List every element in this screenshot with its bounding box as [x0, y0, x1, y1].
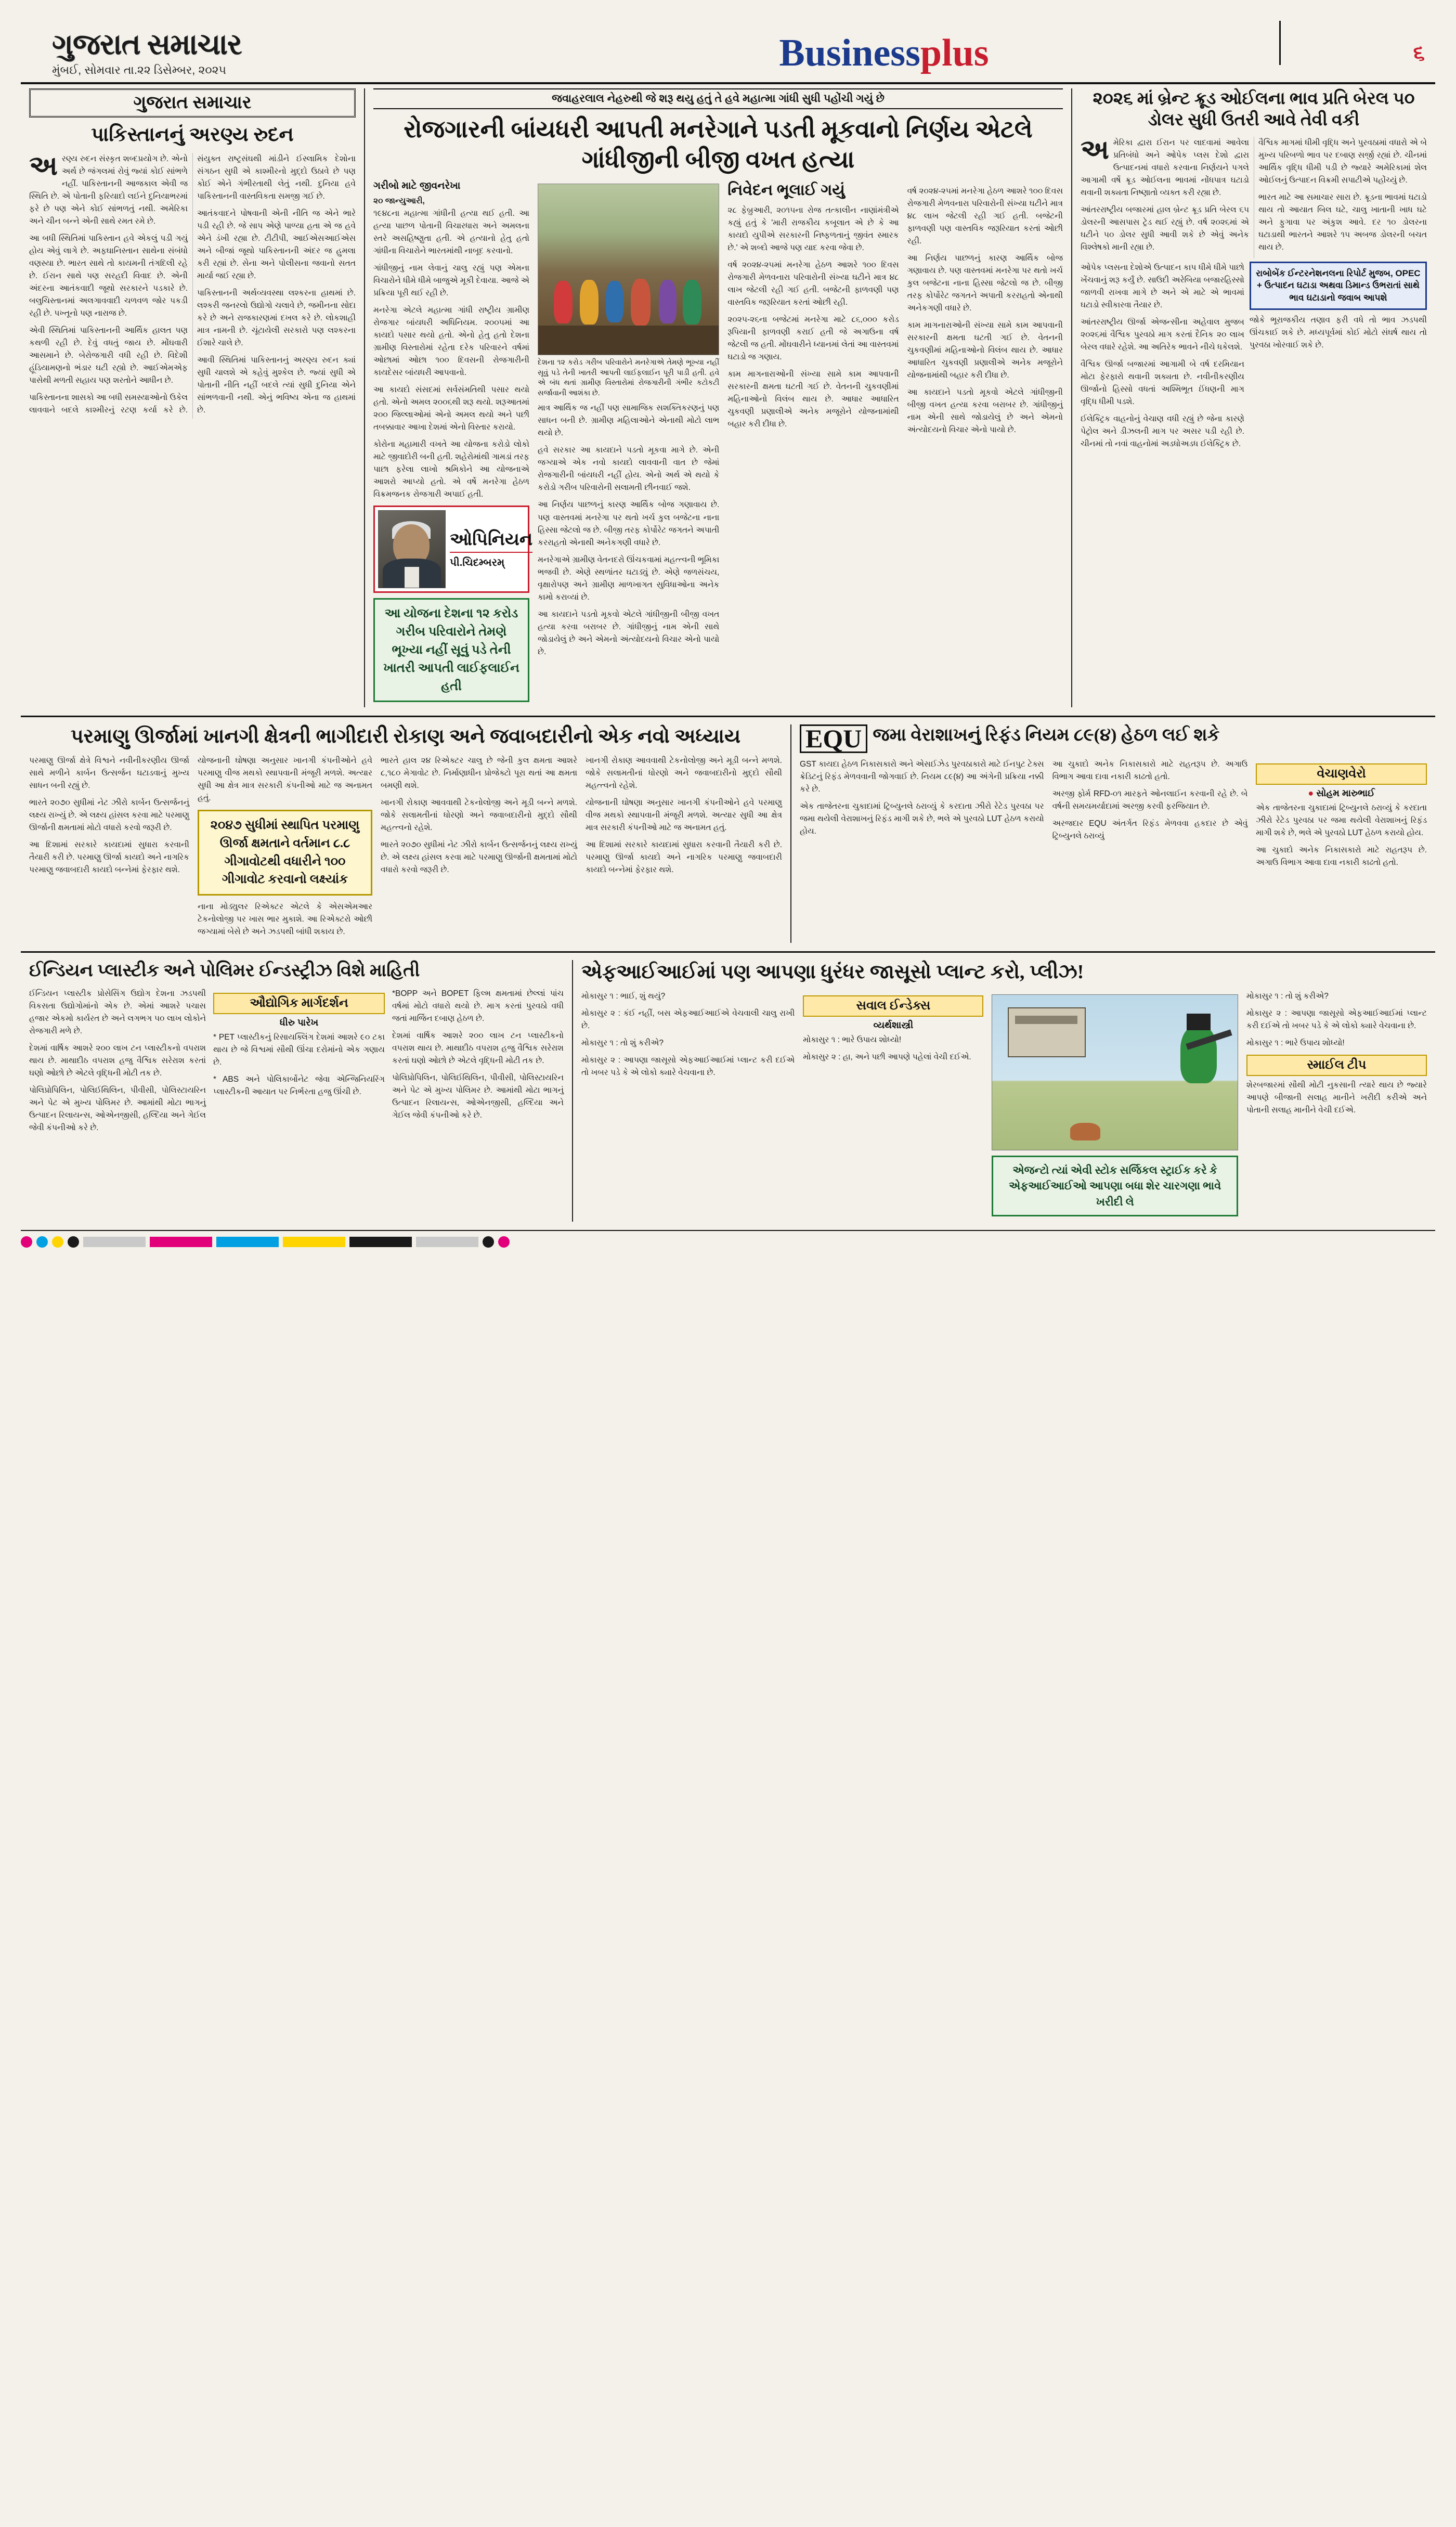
smile-tip-text	[1246, 1079, 1427, 1117]
page-number: ૬	[1279, 21, 1435, 65]
byline: ૨૦ જાન્યુઆરી,	[373, 197, 425, 205]
crude-lower-right-text	[1250, 314, 1427, 352]
paragraph: આંતરરાષ્ટ્રીય ઊર્જા એજન્સીના અહેવાલ મુજબ ૨૦૨૬માં વૈશ્વિક પુરવઠો માગ કરતાં દૈનિક ૨૦ લાખ બેરલ વધારે રહેશે. આ અતિરેક ભાવને નીચે ધકેલશે.	[1081, 317, 1244, 352]
paragraph: આ નિર્ણય પાછળનું કારણ આર્થિક બોજ ગણાવાય છે. પણ વાસ્તવમાં મનરેગા પર થતો ખર્ચ કુલ બજેટના નાના હિસ્સા જેટલો જ છે. બીજી તરફ કોર્પોરેટ જગતને અપાતી કરરાહતો એનાથી અનેકગણી વધારે છે.	[907, 254, 1063, 313]
paragraph: ૨૮ ફેબ્રુઆરી, ૨૦૧૫ના રોજ તત્કાલીન નાણાંમંત્રીએ કહ્યું હતું કે 'મારી રાજકીય કબૂલાત એ છે કે આ કાયદો યુપીએ સરકારની નિષ્ફળતાનું જીવંત સ્મારક છે.' એ શબ્દો આજે પણ યાદ કરવા જેવા છે.	[727, 205, 899, 252]
paragraph: એક તાજેતરના ચુકાદામાં ટ્રિબ્યુનલે ઠરાવ્યું કે કરદાતા ઝીરો રેટેડ પુરવઠા પર જમા થયેલી વેરાશાખનું રિફંડ માગી શકે છે, ભલે એ પુરવઠો LUT હેઠળ કરાયો હોય.	[1256, 804, 1427, 838]
headline-pakistan: પાકિસ્તાનનું અરણ્ય રુદન	[91, 124, 294, 146]
nuclear-boxcol-text2	[198, 901, 372, 938]
paragraph: કામ માગનારાઓની સંખ્યા સામે કામ આપવાની સરકારની ક્ષમતા ઘટતી ગઈ છે. વેતનની ચુકવણીમાં મહિનાઓનો વિલંબ થાય છે. આધાર આધારિત ચુકવણી પ્રણાલીએ અનેક મજૂરોને યોજનામાંથી બહાર કરી દીધા છે.	[727, 369, 899, 429]
mgnrega-col-a	[373, 180, 533, 707]
plastics-col2-text	[213, 1031, 385, 1098]
paragraph: ખાનગી રોકાણ આવવાથી ટેકનોલોજી અને મૂડી બન્ને મળશે. જોકે સલામતીનાં ધોરણો અને જવાબદારીનો મુદ્દો સૌથી મહત્ત્વનો રહેશે.	[381, 798, 577, 832]
paragraph: ખાનગી રોકાણ આવવાથી ટેકનોલોજી અને મૂડી બન્ને મળશે. જોકે સલામતીનાં ધોરણો અને જવાબદારીનો મુદ્દો સૌથી મહત્ત્વનો રહેશે.	[586, 756, 782, 790]
qa-answer: મોકાસુર ૨ : હા, અને પછી આપણે પહેલાં વેચી દઈએ.	[803, 1052, 971, 1061]
gst-sidecol-text	[1256, 802, 1427, 869]
headline-nuclear: પરમાણુ ઊર્જામાં ખાનગી ક્ષેત્રની ભાગીદારી રોકાણ અને જવાબદારીનો એક નવો અધ્યાય	[70, 725, 741, 748]
headline-gst: જમા વેરાશાખનું રિફંડ નિયમ ૮૯(૪) હેઠળ લઈ શકે	[873, 725, 1220, 745]
bottom-row	[21, 951, 1435, 1222]
print-registration-marks	[21, 1230, 1435, 1248]
fii-col4	[1246, 990, 1427, 1222]
paragraph: GST કાયદા હેઠળ નિકાસકારો અને એસઈઝેડ પુરવઠાકારો માટે ઈનપુટ ટેક્સ ક્રેડિટનું રિફંડ મેળવવાની જોગવાઈ છે. નિયમ ૮૯(૪) આ અંગેની પ્રક્રિયા નક્કી કરે છે.	[800, 760, 1044, 794]
section-title-business: Business	[779, 32, 920, 74]
paragraph: કામ માગનારાઓની સંખ્યા સામે કામ આપવાની સરકારની ક્ષમતા ઘટતી ગઈ છે. વેતનની ચુકવણીમાં મહિનાઓનો વિલંબ થાય છે. આધાર આધારિત ચુકવણી પ્રણાલીએ અનેક મજૂરોને યોજનામાંથી બહાર કરી દીધા છે.	[907, 321, 1063, 380]
paragraph: અરણ્ય રુદન સંસ્કૃત શબ્દપ્રયોગ છે. એનો અર્થ છે જંગલમાં રોવું જ્યાં કોઈ સાંભળે નહીં. પાકિસ્તાનની આજકાલ એવી જ સ્થિતિ છે. એ પોતાની ફરિયાદો લઈને દુનિયાભરમાં ફરે છે પણ એને કોઈ સાંભળતું નથી. અમેરિકા અને ચીન બન્ને એની સાથે રમત રમે છે.	[29, 151, 188, 226]
paragraph: ભારત માટે આ સમાચાર સારા છે. ક્રૂડના ભાવમાં ઘટાડો થાય તો આયાત બિલ ઘટે, ચાલુ ખાતાની ખાધ ઘટે અને ફુગાવા પર અંકુશ આવે. દર ૧૦ ડોલરના ઘટાડાથી ભારતને આશરે ૧૫ અબજ ડોલરની બચત થાય છે.	[1258, 192, 1427, 252]
paragraph: વર્ષ ૨૦૨૪-૨૫માં મનરેગા હેઠળ આશરે ૧૦૦ દિવસ રોજગારી મેળવનારા પરિવારોની સંખ્યા ઘટીને માત્ર ૪૮ લાખ જેટલી રહી ગઈ હતી. બજેટની ફાળવણી પણ વાસ્તવિક જરૂરિયાત કરતાં ઓછી રહી.	[727, 260, 899, 307]
paragraph: યોજનાની ઘોષણા અનુસાર ખાનગી કંપનીઓને હવે પરમાણુ વીજ મથકો સ્થાપવાની મંજૂરી મળશે. અત્યાર સુધી આ ક્ષેત્ર માત્ર સરકારી કંપનીઓ માટે જ અનામત હતું.	[198, 756, 372, 802]
newspaper-logo: ગુજરાત સમાચાર	[52, 29, 242, 61]
paragraph: ગાંધીજીનું નામ લેવાનું ચાલુ રહ્યું પણ એમના વિચારોને ધીમે ધીમે બાજુએ મૂકી દેવાયા. આજે એ પ્રક્રિયા પૂરી થઈ રહી છે.	[373, 264, 529, 298]
paragraph: વર્ષ ૨૦૨૪-૨૫માં મનરેગા હેઠળ આશરે ૧૦૦ દિવસ રોજગારી મેળવનારા પરિવારોની સંખ્યા ઘટીને માત્ર ૪૮ લાખ જેટલી રહી ગઈ હતી. બજેટની ફાળવણી પણ વાસ્તવિક જરૂરિયાત કરતાં ઓછી રહી.	[907, 187, 1063, 246]
mgnrega-body-c	[727, 204, 899, 431]
tax-column-head: વેચાણવેરો	[1256, 763, 1427, 785]
fii-box-head: સવાલ ઈન્ડેક્સ	[803, 995, 983, 1017]
cartoon-illustration	[992, 994, 1238, 1150]
tax-author-name: સોહમ મારુભાઈ	[1316, 788, 1375, 799]
nuclear-boxcol-text	[198, 755, 372, 805]
nuclear-body-3	[586, 755, 782, 943]
paragraph: આ ચુકાદો અનેક નિકાસકારો માટે રાહતરૂપ છે. અગાઉ વિભાગ આવા દાવા નકારી કાઢતો હતો.	[1256, 846, 1427, 867]
kicker-mgnrega: જવાહરલાલ નેહરુથી જે શરૂ થયુ હતું તે હવે મહાત્મા ગાંધી સુધી પહોંચી ગયું છે	[373, 88, 1063, 109]
paragraph: * ABS અને પોલિકાર્બોનેટ જેવા એન્જિનિયરિંગ પ્લાસ્ટીકની આયાત પર નિર્ભરતા હજુ ઊંચી છે.	[213, 1074, 385, 1096]
paragraph: દેશમાં વાર્ષિક આશરે ૨૦૦ લાખ ટન પ્લાસ્ટીકનો વપરાશ થાય છે. માથાદીઠ વપરાશ હજુ વૈશ્વિક સરેરાશ કરતાં ઘણો ઓછો છે એટલે વૃદ્ધિની મોટી તક છે.	[29, 1043, 206, 1078]
paragraph: વૈશ્વિક ઊર્જા બજારમાં આગામી બે વર્ષ દરમિયાન મોટા ફેરફારો થવાની શક્યતા છે. નવીનીકરણીય ઊર્જાનો હિસ્સો વધતાં અશ્મિભૂત ઈંધણની માગ વૃદ્ધિ ધીમી પડશે.	[1081, 359, 1244, 406]
mgnrega-body-a	[373, 195, 529, 501]
fii-col4-text	[1246, 990, 1427, 1049]
paragraph: પાકિસ્તાનની અર્થવ્યવસ્થા લશ્કરના હાથમાં છે. લશ્કરી જનરલો ઉદ્યોગો ચલાવે છે, જમીનના સોદા કરે છે અને રાજકારણમાં દખલ કરે છે. લોકશાહી માત્ર નામની છે. ચૂંટાયેલી સરકારો પણ લશ્કરના ઈશારે ચાલે છે.	[197, 288, 356, 347]
paragraph: શેરબજારમાં સૌથી મોટી નુકસાની ત્યારે થાય છે જ્યારે આપણે બીજાની સલાહ માનીને ખરીદી કરીએ અને પોતાની સલાહ માનીને વેચી દઈએ.	[1246, 1080, 1427, 1115]
qa-answer: મોકાસુર ૨ : કંઈ નહીં, બસ એફઆઈઆઈએ વેચવાલી ચાલુ રાખી છે.	[581, 1008, 795, 1030]
qa-question: મોકાસુર ૧ : તો શું કરીએ?	[581, 1038, 664, 1047]
crude-info-box: રાબોબેંક ઈન્ટરનેશનલના રિપોર્ટ મુજબ, OPEC + ઉત્પાદન ઘટાડા અથવા ડિમાન્ડ ઉભરાતાં સાથે ભાવ ઘટાડાનો જવાબ આપશે	[1250, 262, 1427, 310]
top-row	[21, 88, 1435, 707]
body-crude-top	[1081, 137, 1427, 258]
paragraph: ભારતે હાલ ૨૪ રિએક્ટર ચાલુ છે જેની કુલ ક્ષમતા આશરે ૮,૧૮૦ મેગાવોટ છે. નિર્માણાધીન પ્રોજેક્ટો પૂરા થતાં આ ક્ષમતા બમણી થશે.	[381, 756, 577, 790]
qa-question: મોકાસુર ૧ : ભાઈ, શું થયું?	[581, 991, 666, 1001]
paragraph: ઈલેક્ટ્રિક વાહનોનું વેચાણ વધી રહ્યું છે જેના કારણે પેટ્રોલ અને ડીઝલની માગ પર અસર પડી રહી છે. ચીનમાં તો નવાં વાહનોમાં અડધોઅડધ ઈલેક્ટ્રિક છે.	[1081, 414, 1244, 448]
paragraph: આ કાયદાને પડતો મૂકવો એટલે ગાંધીજીની બીજી વખત હત્યા કરવા બરાબર છે. ગાંધીજીનું નામ એની સાથે જોડાયેલું છે અને એમનો અંત્યોદયનો વિચાર એનો પાયો છે.	[538, 610, 720, 656]
mgnrega-col-c	[727, 180, 899, 707]
paragraph: યોજનાની ઘોષણા અનુસાર ખાનગી કંપનીઓને હવે પરમાણુ વીજ મથકો સ્થાપવાની મંજૂરી મળશે. અત્યાર સુધી આ ક્ષેત્ર માત્ર સરકારી કંપનીઓ માટે જ અનામત હતું.	[586, 798, 782, 832]
photo-caption: દેશના ૧૨ કરોડ ગરીબ પરિવારોને મનરેગાએ તેમણે ભૂખ્યા નહીં સૂવું પડે તેની ખાતરી આપતી લાઈફલાઈન પૂરી પાડી હતી. હવે એ બંધ થતાં ગ્રામીણ વિસ્તારોમાં રોજગારીની ગંભીર કટોકટી સર્જાવાની આશંકા છે.	[538, 358, 720, 397]
equ-logo-text: EQU	[805, 724, 862, 754]
plastics-box-head: ઔદ્યોગિક માર્ગદર્શન	[213, 993, 385, 1014]
opinion-author: પી.ચિદમ્બરમ્	[450, 556, 505, 568]
fii-col1	[581, 990, 795, 1222]
article-fii-humor	[572, 960, 1435, 1222]
nuclear-fact-box: ૨૦૪૭ સુધીમાં સ્થાપિત પરમાણુ ઊર્જા ક્ષમતાને વર્તમાન ૮.૮ ગીગાવોટથી વધારીને ૧૦૦ ગીગાવોટ કરવાનો લક્ષ્યાંક	[198, 810, 372, 896]
headline-fii: એફઆઈઆઈમાં પણ આપણા ધુરંધર જાસૂસો પ્લાન્ટ કરો, પ્લીઝ!	[581, 961, 1084, 983]
qa-question: મોકાસુર ૧ : ભારે ઉપાય શોધ્યો!	[803, 1035, 902, 1044]
article-nuclear	[21, 724, 790, 943]
middle-row	[21, 716, 1435, 943]
nuclear-body-2	[381, 755, 577, 943]
gst-sidecol	[1256, 758, 1427, 874]
fii-col3	[992, 990, 1238, 1222]
qa-question: મોકાસુર ૧ : તો શું કરીએ?	[1246, 991, 1329, 1001]
article-crude-oil	[1071, 88, 1435, 707]
gst-body-1	[800, 758, 1044, 874]
paragraph: ભારતે ૨૦૭૦ સુધીમાં નેટ ઝીરો કાર્બન ઉત્સર્જનનું લક્ષ્ય રાખ્યું છે. એ લક્ષ્ય હાંસલ કરવા માટે પરમાણુ ઊર્જાની ક્ષમતામાં મોટો વધારો કરવો જરૂરી છે.	[29, 798, 189, 832]
paragraph: * PET પ્લાસ્ટીકનું રિસાયક્લિંગ દેશમાં આશરે ૯૦ ટકા થાય છે જે વિશ્વમાં સૌથી ઊંચા દરોમાંનો એક ગણાય છે.	[213, 1032, 385, 1067]
fii-col2	[803, 990, 983, 1222]
crude-lower-left	[1081, 262, 1244, 455]
paragraph: આ દિશામાં સરકારે કાયદામાં સુધારા કરવાની તૈયારી કરી છે. પરમાણુ ઊર્જા કાયદો અને નાગરિક પરમાણુ જવાબદારી કાયદો બન્નેમાં ફેરફાર થશે.	[586, 840, 782, 874]
gst-body-2	[1052, 758, 1248, 874]
headline-crude: ૨૦૨૬ માં બ્રેન્ટ ક્રૂડ ઓઈલના ભાવ પ્રતિ બેરલ ૫૦ ડોલર સુધી ઉતરી આવે તેવી વકી	[1093, 89, 1415, 130]
crude-lower	[1081, 262, 1427, 455]
plastics-col1	[29, 988, 206, 1139]
paragraph: અરજી ફોર્મ RFD-૦૧ મારફતે ઓનલાઈન કરવાની રહે છે. બે વર્ષની સમયમર્યાદામાં અરજી કરવી ફરજિયાત છે.	[1052, 789, 1248, 811]
article-gst-refund	[790, 724, 1435, 943]
edition-line: મુંબઈ, સોમવાર તા.૨૨ ડિસેમ્બર, ૨૦૨૫	[52, 63, 226, 76]
paragraph: અરજદાર EQU અંતર્ગત રિફંડ મેળવવા હકદાર છે એવું ટ્રિબ્યુનલે ઠરાવ્યું	[1052, 819, 1248, 841]
mgnrega-body-d	[907, 185, 1063, 436]
paragraph: આ કાયદાને પડતો મૂકવો એટલે ગાંધીજીની બીજી વખત હત્યા કરવા બરાબર છે. ગાંધીજીનું નામ એની સાથે જોડાયેલું છે અને એમનો અંત્યોદયનો વિચાર એનો પાયો છે.	[907, 388, 1063, 435]
paragraph: આ દિશામાં સરકારે કાયદામાં સુધારા કરવાની તૈયારી કરી છે. પરમાણુ ઊર્જા કાયદો અને નાગરિક પરમાણુ જવાબદારી કાયદો બન્નેમાં ફેરફાર થશે.	[29, 840, 189, 874]
headline-mgnrega: રોજગારની બાંયધરી આપતી મનરેગાને પડતી મૂકવાનો નિર્ણય એટલે ગાંધીજીની બીજી વખત હત્યા	[404, 116, 1033, 173]
subhead-mgnrega: નિવેદન ભૂલાઈ ગયું	[727, 182, 845, 199]
left-box-logo: ગુજરાત સમાચાર	[29, 88, 356, 118]
paragraph: હવે સરકાર આ કાયદાને પડતો મૂકવા માગે છે. એની જગ્યાએ એક નવો કાયદો લાવવાની વાત છે જેમાં રોજગારીની બાંયધરી નહીં હોય. એનો અર્થ એ થયો કે કરોડો ગરીબ પરિવારોની સલામતી છીનવાઈ જશે.	[538, 446, 720, 493]
paragraph: ૧૯૪૮ના મહાત્મા ગાંધીની હત્યા થઈ હતી. આ હત્યા પાછળ પોતાની વિચારધારા અને અમલના સ્તરે અસહિષ્ણુતા હતી. એ હત્યાનો હેતુ હતો ગાંધીના વિચારોને ભારતમાંથી નાબૂદ કરવાનો.	[373, 209, 529, 256]
paragraph: આ ચુકાદો અનેક નિકાસકારો માટે રાહતરૂપ છે. અગાઉ વિભાગ આવા દાવા નકારી કાઢતો હતો.	[1052, 760, 1248, 782]
paragraph: પોલિપ્રોપિલિન, પોલિઈથિલિન, પીવીસી, પોલિસ્ટાયરિન અને પેટ એ મુખ્ય પોલિમર છે. આમાંથી મોટા ભાગનું ઉત્પાદન રિલાયન્સ, ઓએનજીસી, હલ્દિયા અને ગેઈલ જેવી કંપનીઓ કરે છે.	[392, 1073, 564, 1120]
paragraph: એક તાજેતરના ચુકાદામાં ટ્રિબ્યુનલે ઠરાવ્યું કે કરદાતા ઝીરો રેટેડ પુરવઠા પર જમા થયેલી વેરાશાખનું રિફંડ માગી શકે છે, ભલે એ પુરવઠો LUT હેઠળ કરાયો હોય.	[800, 802, 1044, 836]
paragraph: પરમાણુ ઊર્જા ક્ષેત્રે વિશ્વને નવીનીકરણીય ઊર્જા સાથે મળીને કાર્બન ઉત્સર્જન ઘટાડવાનું મુખ્ય સાધન બની રહ્યું છે.	[29, 756, 189, 790]
mgnrega-col-b	[538, 180, 719, 707]
author-photo	[378, 510, 446, 588]
paragraph: પાકિસ્તાનના શાસકો આ બધી સમસ્યાઓનો ઉકેલ લાવવાને બદલે કાશ્મીરનું રટણ કર્યા કરે છે. સંયુક્ત રાષ્ટ્રસંઘથી માંડીને ઈસ્લામિક દેશોના સંગઠન સુધી એ કાશ્મીરનો મુદ્દો ઉઠાવે છે પણ કોઈ એને ગંભીરતાથી લેતું નથી. દુનિયા હવે પાકિસ્તાનની વાસ્તવિકતા સમજી ગઈ છે.	[29, 154, 356, 414]
paragraph: પોલિપ્રોપિલિન, પોલિઈથિલિન, પીવીસી, પોલિસ્ટાયરિન અને પેટ એ મુખ્ય પોલિમર છે. આમાંથી મોટા ભાગનું ઉત્પાદન રિલાયન્સ, ઓએનજીસી, હલ્દિયા અને ગેઈલ જેવી કંપનીઓ કરે છે.	[29, 1085, 206, 1132]
paragraph: ઈન્ડિયન પ્લાસ્ટીક પ્રોસેસિંગ ઉદ્યોગ દેશના ઝડપથી વિકસતા ઉદ્યોગોમાંનો એક છે. એમાં આશરે પચાસ હજાર એકમો કાર્યરત છે અને લગભગ ૫૦ લાખ લોકોને રોજગારી મળે છે.	[29, 989, 206, 1035]
paragraph: ભારતે ૨૦૭૦ સુધીમાં નેટ ઝીરો કાર્બન ઉત્સર્જનનું લક્ષ્ય રાખ્યું છે. એ લક્ષ્ય હાંસલ કરવા માટે પરમાણુ ઊર્જાની ક્ષમતામાં મોટો વધારો કરવો જરૂરી છે.	[381, 840, 577, 874]
intro-label: ગરીબો માટે જીવનરેખા	[373, 180, 461, 191]
opinion-box	[373, 506, 533, 593]
paragraph: *BOPP અને BOPET ફિલ્મ ક્ષમતામાં છેલ્લાં પાંચ વર્ષમાં મોટો વધારો થયો છે. માગ કરતાં પુરવઠો વધી જતાં માર્જિન દબાણ હેઠળ છે.	[392, 989, 564, 1023]
paragraph: આવી સ્થિતિમાં પાકિસ્તાનનું અરણ્ય રુદન ક્યાં સુધી ચાલશે એ કહેવું મુશ્કેલ છે. જ્યાં સુધી એ પોતાની નીતિ નહીં બદલે ત્યાં સુધી દુનિયા એને સાંભળવાની નથી. એનું ભવિષ્ય એના જ હાથમાં છે.	[197, 355, 356, 414]
opinion-label: ઓપિનિયન	[450, 530, 532, 553]
plastics-col2	[213, 988, 385, 1139]
nuclear-side	[29, 755, 189, 943]
article-photo	[538, 184, 719, 355]
section-title	[489, 21, 1279, 75]
paragraph: એવી સ્થિતિમાં પાકિસ્તાનની આર્થિક હાલત પણ કથળી રહી છે. દેવું વધતું જાય છે. મોંઘવારી આસમાને છે. બેરોજગારી વધી રહી છે. વિદેશી હૂંડિયામણનો ભંડાર ઘટી રહ્યો છે. આઈએમએફ પાસેથી મળતી સહાય પણ શરતોને આધીન છે.	[29, 326, 188, 385]
article-pakistan	[21, 88, 364, 707]
paragraph: આ કાયદો સંસદમાં સર્વસંમતિથી પસાર થયો હતો. એનો અમલ ૨૦૦૬થી શરૂ થયો. શરૂઆતમાં ૨૦૦ જિલ્લાઓમાં એનો અમલ થયો અને પછી તબક્કાવાર આખા દેશમાં એનો વિસ્તાર કરાયો.	[373, 385, 529, 432]
fii-green-footer: એજન્ટો ત્યાં એવી સ્ટોક સર્જિકલ સ્ટ્રાઈક કરે કે એફઆઈઆઈઓ આપણા બધા શેર ચારગણા ભાવે ખરીદી લે	[992, 1156, 1238, 1216]
headline-plastics: ઈન્ડિયન પ્લાસ્ટીક અને પોલિમર ઈન્ડસ્ટ્રીઝ વિશે માહિતી	[29, 961, 420, 981]
masthead	[21, 21, 1435, 84]
paragraph: ૨૦૨૫-૨૬ના બજેટમાં મનરેગા માટે ૮૬,૦૦૦ કરોડ રૂપિયાની ફાળવણી કરાઈ હતી જે અગાઉના વર્ષ જેટલી જ હતી. મોંઘવારીને ધ્યાનમાં લેતાં આ વાસ્તવમાં ઘટાડો જ ગણાય.	[727, 315, 899, 361]
section-title-plus: plus	[920, 32, 989, 74]
paragraph: મનરેગાએ ગ્રામીણ વેતનદરો ઊંચકવામાં મહત્ત્વની ભૂમિકા ભજવી છે. એણે સ્થળાંતર ઘટાડ્યું છે. એણે જળસંચય, વૃક્ષારોપણ અને ગ્રામીણ માળખાગત સુવિધાઓના અનેક કામો કરાવ્યાં છે.	[538, 555, 720, 602]
tax-column-author: ● સોહમ મારુભાઈ	[1308, 788, 1375, 799]
paragraph: અમેરિકા દ્વારા ઈરાન પર લાદવામાં આવેલા પ્રતિબંધો અને ઓપેક પ્લસ દેશો દ્વારા ઉત્પાદનમાં વધારો કરવાના નિર્ણયને પગલે આગામી વર્ષે ક્રૂડ ઓઈલના ભાવમાં નોંધપાત્ર ઘટાડો થવાની શક્યતા નિષ્ણાતો વ્યક્ત કરી રહ્યા છે.	[1081, 135, 1249, 197]
crude-lower-right	[1250, 262, 1427, 455]
mgnrega-body-b	[538, 402, 719, 658]
paragraph: કોરોના મહામારી વખતે આ યોજના કરોડો લોકો માટે જીવાદોરી બની હતી. શહેરોમાંથી ગામડાં તરફ પાછા ફરેલા લાખો શ્રમિકોને આ યોજનાએ આશરો આપ્યો હતો. એ વર્ષે મનરેગા હેઠળ વિક્રમજનક રોજગારી અપાઈ હતી.	[373, 440, 529, 499]
paragraph: આ નિર્ણય પાછળનું કારણ આર્થિક બોજ ગણાવાય છે. પણ વાસ્તવમાં મનરેગા પર થતો ખર્ચ કુલ બજેટના નાના હિસ્સા જેટલો જ છે. બીજી તરફ કોર્પોરેટ જગતને અપાતી કરરાહતો એનાથી અનેકગણી વધારે છે.	[538, 500, 720, 547]
smile-tip-head: સ્માઈલ ટીપ	[1246, 1055, 1427, 1076]
paragraph: માત્ર આર્થિક જ નહીં પણ સામાજિક સશક્તિકરણનું પણ સાધન બની છે. ગ્રામીણ મહિલાઓને એનાથી મોટો લાભ થયો છે.	[538, 404, 720, 438]
paragraph: નાના મોડ્યુલર રિએક્ટર એટલે કે એસએમઆર ટેકનોલોજી પર ખાસ ભાર મુકાશે. આ રિએક્ટરો ઓછી જગ્યામાં બેસે છે અને ઝડપથી બાંધી શકાય છે.	[198, 902, 372, 937]
plastics-col3	[392, 988, 564, 1139]
plastics-box-author: ધીરુ પારેખ	[279, 1017, 319, 1028]
mgnrega-col-d	[907, 180, 1063, 707]
paragraph: આંતરરાષ્ટ્રીય બજારમાં હાલ બ્રેન્ટ ક્રૂડ પ્રતિ બેરલ ૬૫ ડોલરની આસપાસ ટ્રેડ થઈ રહ્યું છે. વર્ષ ૨૦૨૬માં એ ઘટીને ૫૦ ડોલર સુધી આવી શકે છે એવું અનેક વિશ્લેષકો માની રહ્યા છે.	[1081, 205, 1249, 252]
body-pakistan	[29, 153, 356, 419]
nuclear-boxcol	[198, 755, 372, 943]
qa-question: મોકાસુર ૧ : ભારે ઉપાય શોધ્યો!	[1246, 1038, 1345, 1047]
paragraph: દેશમાં વાર્ષિક આશરે ૨૦૦ લાખ ટન પ્લાસ્ટીકનો વપરાશ થાય છે. માથાદીઠ વપરાશ હજુ વૈશ્વિક સરેરાશ કરતાં ઘણો ઓછો છે એટલે વૃદ્ધિની મોટી તક છે.	[392, 1031, 564, 1065]
paragraph: વૈશ્વિક માગમાં ધીમી વૃદ્ધિ અને પુરવઠામાં વધારો એ બે મુખ્ય પરિબળો ભાવ પર દબાણ સર્જી રહ્યાં છે. ચીનમાં આર્થિક વૃદ્ધિ ધીમી પડી છે જ્યારે અમેરિકામાં શેલ ઓઈલનું ઉત્પાદન વિક્રમી સપાટીએ પહોંચ્યું છે.	[1258, 138, 1427, 185]
paragraph: આતંકવાદને પોષવાની એની નીતિ જ એને ભારે પડી રહી છે. જે સાપ એણે પાળ્યા હતા એ જ હવે એને ડંખી રહ્યા છે. ટીટીપી, આઈએસઆઈએસ અને બીજાં જૂથો પાકિસ્તાનની અંદર જ હુમલા કરી રહ્યાં છે. સેના અને પોલીસના જવાનો સતત માર્યા જઈ રહ્યા છે.	[197, 209, 356, 280]
article-mgnrega	[364, 88, 1071, 707]
pullquote-green: આ યોજના દેશના ૧૨ કરોડ ગરીબ પરિવારોને તેમણે ભૂખ્યા નહીં સૂવું પડે તેની ખાતરી આપતી લાઈફલાઈન હતી	[373, 598, 529, 702]
paragraph: જોકે ભૂરાજકીય તણાવ ફરી વધે તો ભાવ ઝડપથી ઊંચકાઈ શકે છે. મધ્યપૂર્વમાં કોઈ મોટો સંઘર્ષ થાય તો પુરવઠા ખોરવાઈ શકે છે.	[1249, 316, 1427, 350]
paragraph: આ બધી સ્થિતિમાં પાકિસ્તાન હવે એકલું પડી ગયું હોય એવું લાગે છે. અફઘાનિસ્તાન સાથેના સંબંધો વણસ્યા છે. ભારત સાથે તો કાયમની તંગદિલી રહે છે. ઈરાન સાથે પણ સરહદી વિવાદ છે. એની અંદરના આતંકવાદી જૂથો સરકારને પડકારે છે. બલુચિસ્તાનમાં અલગાવવાદી ચળવળ જોર પકડી રહી છે. પખ્તૂનો પણ નારાજ છે.	[29, 234, 188, 318]
paragraph: મનરેગા એટલે મહાત્મા ગાંધી રાષ્ટ્રીય ગ્રામીણ રોજગાર બાંયધરી અધિનિયમ. ૨૦૦૫માં આ કાયદો પસાર થયો હતો. એનો હેતુ હતો દેશના ગ્રામીણ વિસ્તારોમાં રહેતા દરેક પરિવારને વર્ષમાં ઓછામાં ઓછા ૧૦૦ દિવસની રોજગારીની કાયદેસર બાંયધરી આપવાનો.	[373, 306, 529, 378]
equ-logo	[800, 724, 867, 753]
qa-answer: મોકાસુર ૨ : આપણા જાસૂસો એફઆઈઆઈમાં પ્લાન્ટ કરી દઈએ તો ખબર પડે કે એ લોકો ક્યારે વેચવાના છે.	[1246, 1008, 1427, 1030]
masthead-left	[21, 21, 489, 77]
article-plastics	[21, 960, 572, 1222]
fii-col2-text	[803, 1034, 983, 1064]
fii-box-author: વ્યર્થશાસ્ત્રી	[873, 1019, 914, 1030]
paragraph: ઓપેક પ્લસના દેશોએ ઉત્પાદન કાપ ધીમે ધીમે પાછો ખેંચવાનું શરૂ કર્યું છે. સાઉદી અરેબિયા બજારહિસ્સો જાળવી રાખવા માગે છે અને એ માટે એ ભાવમાં ઘટાડો સ્વીકારવા તૈયાર છે.	[1081, 263, 1244, 309]
qa-answer: મોકાસુર ૨ : આપણા જાસૂસો એફઆઈઆઈમાં પ્લાન્ટ કરી દઈએ તો ખબર પડે કે એ લોકો ક્યારે વેચવાના છે.	[581, 1055, 795, 1077]
